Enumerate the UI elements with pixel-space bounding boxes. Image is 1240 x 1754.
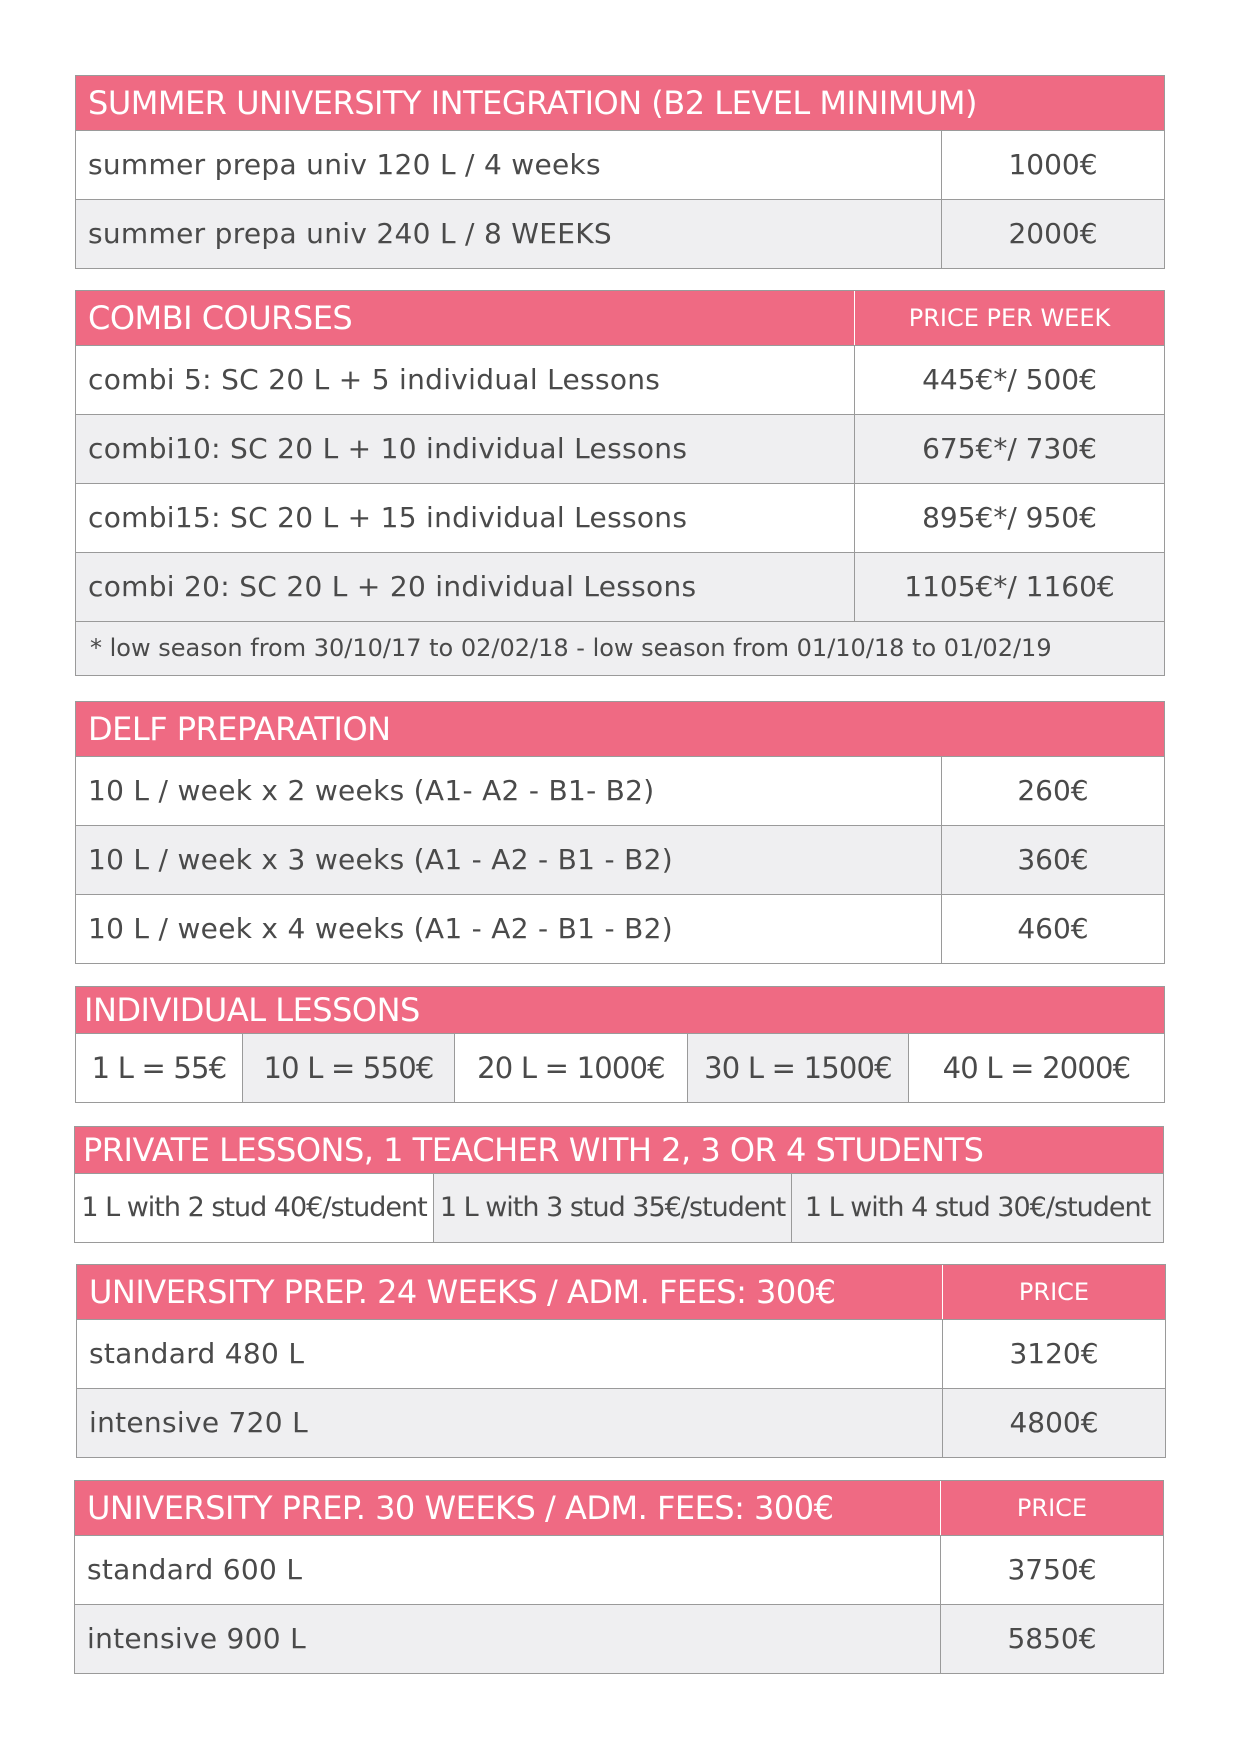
summer-university-title: SUMMER UNIVERSITY INTEGRATION (B2 LEVEL MINIMUM) [88,84,977,122]
table-row [76,825,1164,894]
row-price: 3750€ [940,1536,1163,1604]
price-header: PRICE [942,1265,1165,1319]
university-prep-30-title: UNIVERSITY PREP. 30 WEEKS / ADM. FEES: 300€ [87,1489,834,1527]
row-label: combi15: SC 20 L + 15 individual Lessons [88,501,688,534]
row-price: 360€ [941,826,1164,894]
table-row [76,130,1164,199]
row-price: 460€ [941,895,1164,963]
summer-university-table [75,75,1165,269]
table-row [76,345,1164,414]
private-lesson-cell: 1 L with 2 stud 40€/student [81,1192,427,1223]
row-label: intensive 900 L [87,1622,306,1655]
combi-courses-title: COMBI COURSES [88,299,353,337]
lesson-price-cell: 1 L = 55€ [91,1051,227,1085]
private-lesson-cell: 1 L with 4 stud 30€/student [791,1174,1163,1242]
row-price: 445€*/ 500€ [854,346,1164,414]
row-label: summer prepa univ 120 L / 4 weeks [88,148,601,181]
table-row [75,1604,1163,1673]
university-prep-24-title: UNIVERSITY PREP. 24 WEEKS / ADM. FEES: 300€ [89,1273,836,1311]
delf-preparation-header [76,702,1164,756]
row-price: 1105€*/ 1160€ [854,553,1164,621]
row-price: 2000€ [941,200,1164,268]
row-label: 10 L / week x 3 weeks (A1 - A2 - B1 - B2) [88,843,673,876]
individual-lessons-row [76,1033,1164,1102]
table-row [76,894,1164,963]
private-lessons-header [75,1127,1163,1173]
row-label: intensive 720 L [89,1406,308,1439]
low-season-note: * low season from 30/10/17 to 02/02/18 - low season from 01/10/18 to 01/02/19 [76,621,1164,675]
private-lessons-row [75,1173,1163,1242]
delf-preparation-table [75,701,1165,964]
row-price: 4800€ [942,1389,1165,1457]
table-row [77,1388,1165,1457]
individual-lessons-table [75,986,1165,1103]
table-row [76,414,1164,483]
private-lessons-table [74,1126,1164,1243]
delf-preparation-title: DELF PREPARATION [88,710,391,748]
price-header: PRICE [940,1481,1163,1535]
university-prep-24-header [77,1265,1165,1319]
row-price: 3120€ [942,1320,1165,1388]
individual-lessons-header [76,987,1164,1033]
private-lessons-title: PRIVATE LESSONS, 1 TEACHER WITH 2, 3 OR 4 STUDENTS [83,1131,984,1169]
row-label: combi 5: SC 20 L + 5 individual Lessons [88,363,661,396]
individual-lessons-title: INDIVIDUAL LESSONS [84,991,420,1029]
lesson-price-cell: 20 L = 1000€ [454,1034,687,1102]
lesson-price-cell: 10 L = 550€ [242,1034,454,1102]
price-per-week-header: PRICE PER WEEK [854,291,1164,345]
combi-courses-header [76,291,1164,345]
row-label: 10 L / week x 4 weeks (A1 - A2 - B1 - B2) [88,912,673,945]
table-row [77,1319,1165,1388]
lesson-price-cell: 30 L = 1500€ [687,1034,908,1102]
university-prep-24-table [76,1264,1166,1458]
row-label: combi 20: SC 20 L + 20 individual Lessons [88,570,697,603]
row-label: summer prepa univ 240 L / 8 WEEKS [88,217,612,250]
row-label: standard 480 L [89,1337,305,1370]
combi-courses-table [75,290,1165,676]
row-label: 10 L / week x 2 weeks (A1- A2 - B1- B2) [88,774,655,807]
row-price: 895€*/ 950€ [854,484,1164,552]
lesson-price-cell: 40 L = 2000€ [908,1034,1164,1102]
table-row [76,199,1164,268]
row-label: standard 600 L [87,1553,303,1586]
table-row [76,552,1164,621]
row-price: 675€*/ 730€ [854,415,1164,483]
table-row [76,483,1164,552]
table-row [76,756,1164,825]
university-prep-30-header [75,1481,1163,1535]
row-price: 5850€ [940,1605,1163,1673]
row-label: combi10: SC 20 L + 10 individual Lessons [88,432,688,465]
row-price: 1000€ [941,131,1164,199]
university-prep-30-table [74,1480,1164,1674]
row-price: 260€ [941,757,1164,825]
summer-university-header [76,76,1164,130]
private-lesson-cell: 1 L with 3 stud 35€/student [433,1174,791,1242]
table-row [75,1535,1163,1604]
